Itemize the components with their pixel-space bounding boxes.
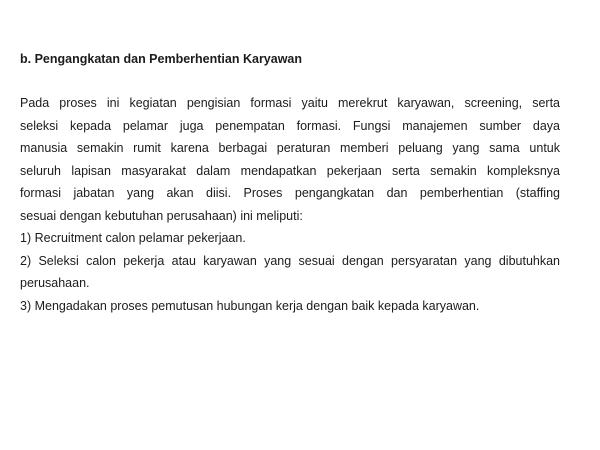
- paragraph-line: manusia semakin rumit karena berbagai peraturan memberi peluang yang sama untuk: [20, 141, 560, 155]
- section-heading: b. Pengangkatan dan Pemberhentian Karyawan: [20, 52, 303, 66]
- list-item: 2) Seleksi calon pekerja atau karyawan yang sesuai dengan persyaratan yang dibutuhkan: [20, 253, 560, 268]
- paragraph-line: Pada proses ini kegiatan pengisian formasi yaitu merekrut karyawan, screening, serta: [20, 96, 560, 110]
- paragraph-line: formasi jabatan yang akan diisi. Proses pengangkatan dan pemberhentian (staffing: [20, 186, 560, 200]
- list-item-continuation: perusahaan.: [20, 276, 90, 290]
- paragraph-line: seleksi kepada pelamar juga penempatan formasi. Fungsi manajemen sumber daya: [20, 118, 560, 133]
- paragraph-line: seluruh lapisan masyarakat dalam mendapatkan pekerjaan serta semakin kompleksnya: [20, 163, 560, 178]
- list-item: 3) Mengadakan proses pemutusan hubungan kerja dengan baik kepada karyawan.: [20, 298, 480, 313]
- list-item: 1) Recruitment calon pelamar pekerjaan.: [20, 231, 246, 245]
- body-text: [20, 92, 560, 317]
- paragraph-line: sesuai dengan kebutuhan perusahaan) ini meliputi:: [20, 208, 303, 223]
